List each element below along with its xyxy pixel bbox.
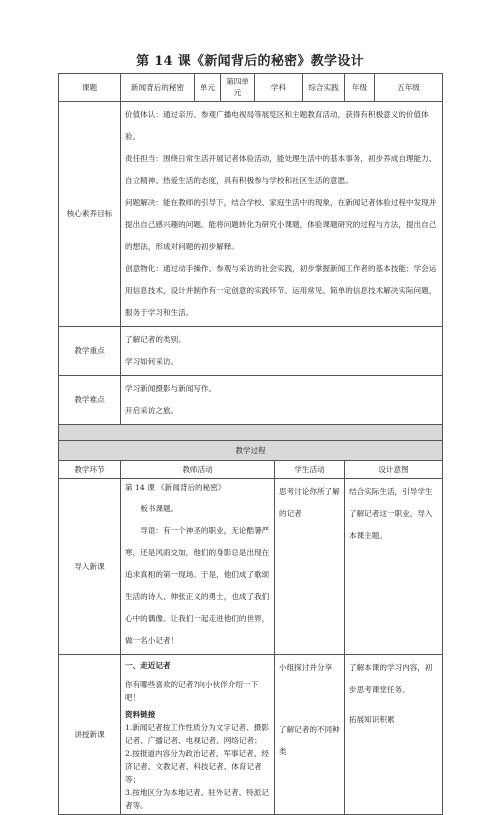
grade-label: 年级	[345, 74, 375, 102]
literacy-paragraph: 价值体认：通过亲历、参观广播电视局等展览区和主题教育活动，获得有积极意义的价值体验。	[125, 109, 429, 141]
student-activity: 了解记者的不同种类	[279, 724, 340, 756]
student-activity: 思考讨论你所了解的记者	[279, 486, 340, 518]
process-row-intro	[59, 478, 443, 654]
key-points-row	[59, 326, 443, 375]
design-intent: 拓展知识积累	[349, 714, 395, 724]
teacher-cell	[121, 654, 275, 814]
key-points-content	[121, 326, 443, 375]
key-point-item: 了解记者的类别。	[125, 334, 186, 344]
key-point-item: 学习如何采访。	[125, 356, 179, 366]
resource-item: 3.按地区分为本地记者、驻外记者、特派记者等。	[125, 787, 269, 810]
topic-value: 新闻背后的秘密	[121, 74, 195, 102]
difficult-point-item: 开启采访之旅。	[125, 405, 179, 415]
unit-label: 单元	[195, 74, 221, 102]
design-intent: 了解本课的学习内容，初步思考课堂任务。	[349, 662, 433, 694]
resource-heading: 资料链接	[125, 709, 156, 719]
spacer-band	[59, 424, 443, 440]
header-row	[59, 74, 443, 102]
stage-cell: 导入新课	[59, 478, 121, 654]
lesson-plan-sheet	[58, 73, 442, 815]
process-band: 教学过程	[59, 440, 443, 460]
literacy-paragraph: 问题解决：能在教师的引导下，结合学校、家庭生活中的现象，在新闻记者体验过程中发现并提出自己感兴趣的问题。能将问题转化为研究小课题，体验课题研究的过程与方法，提出自己的想法，形成对问题的初步解释。	[125, 197, 437, 251]
literacy-content	[121, 101, 443, 326]
resource-item: 1.新闻记者按工作性质分为文字记者、摄影记者、广播记者、电视记者、网络记者；	[125, 722, 269, 745]
intent-cell	[345, 478, 443, 654]
topic-label: 课题	[59, 74, 121, 102]
lesson-plan-table	[58, 73, 443, 815]
difficult-point-item: 学习新闻摄影与新闻写作。	[125, 383, 217, 393]
student-cell	[275, 654, 345, 814]
literacy-paragraph: 责任担当：围绕日常生活开展记者体验活动，能处理生活中的基本事务，初步养成自理能力、自立精神、热爱生活的态度，具有积极参与学校和社区生活的意愿。	[125, 153, 437, 185]
process-header-row	[59, 460, 443, 478]
difficult-points-content	[121, 375, 443, 424]
col-student: 学生活动	[275, 460, 345, 478]
col-stage: 教学环节	[59, 460, 121, 478]
section-heading: 一、走近记者	[125, 660, 171, 670]
spacer-row	[59, 424, 443, 440]
teacher-line: 板书课题。	[140, 503, 179, 513]
literacy-paragraph: 创意物化：通过动手操作、参观与采访的社会实践，初步掌握新闻工作者的基本技能；学会运用信息技术，设计并制作有一定创意的实践环节。运用常见、简单的信息技术解决实际问题，服务于学习和生活。	[125, 263, 437, 317]
difficult-points-label: 教学难点	[59, 375, 121, 424]
stage-cell: 讲授新课	[59, 654, 121, 814]
subject-value: 综合实践	[303, 74, 345, 102]
teacher-cell	[121, 478, 275, 654]
student-activity: 小组探讨并分享	[279, 662, 333, 672]
teacher-question: 你有哪些喜欢的记者?向小伙伴介绍一下吧！	[125, 679, 259, 702]
design-intent: 结合实际生活，引导学生了解记者这一职业，导入本课主题。	[349, 486, 433, 540]
key-points-label: 教学重点	[59, 326, 121, 375]
student-cell	[275, 478, 345, 654]
col-teacher: 教师活动	[121, 460, 275, 478]
resource-item: 2.按报道内容分为政治记者、军事记者、经济记者、文教记者、科技记者、体育记者等；	[125, 748, 269, 784]
literacy-label	[59, 101, 121, 326]
intent-cell	[345, 654, 443, 814]
difficult-points-row	[59, 375, 443, 424]
lesson-heading: 第 14 课 《新闻背后的秘密》	[125, 482, 226, 492]
col-intent: 设计意图	[345, 460, 443, 478]
teacher-line: 导语：有一个神圣的职业，无论酷暑严寒，还是风雨交加，他们的身影总是出现在追求真相的第一现场。于是，他们成了歌颂生活的诗人、伸张正义的勇士，也成了我们心中的偶像。让我们一起走进他们的世界，做一名小记者！	[125, 525, 270, 645]
process-band-row	[59, 440, 443, 460]
process-row-lecture	[59, 654, 443, 814]
subject-label: 学科	[255, 74, 303, 102]
page-title: 第 14 课《新闻背后的秘密》教学设计	[136, 54, 364, 69]
unit-value: 第四单元	[221, 74, 255, 102]
literacy-row	[59, 101, 443, 326]
literacy-label-text: 核心素养目标	[66, 209, 113, 219]
grade-value: 五年级	[375, 74, 443, 102]
